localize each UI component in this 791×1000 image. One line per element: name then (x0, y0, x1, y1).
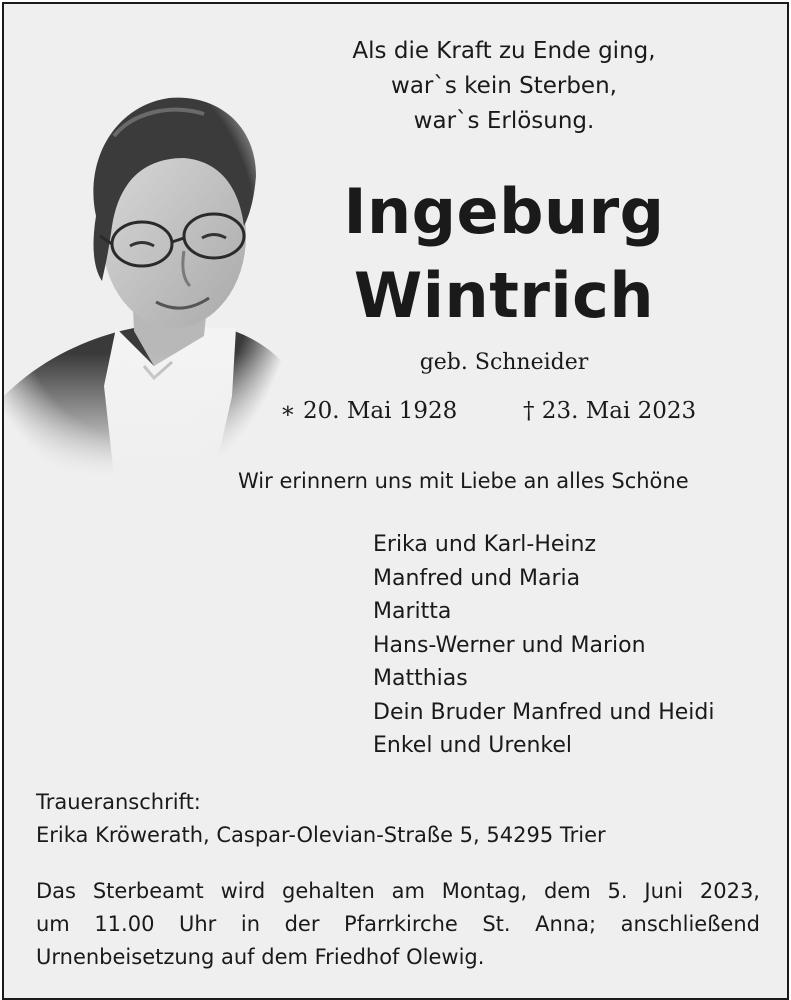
poem-line: war`s kein Sterben, (391, 73, 617, 99)
family-member: Erika und Karl-Heinz (373, 532, 597, 557)
family-list (373, 528, 714, 763)
birth-date: ∗ 20. Mai 1928 (280, 398, 458, 424)
first-name: Ingeburg (343, 175, 665, 248)
service-line: Das Sterbeamt wird gehalten am Montag, dem 5. Juni 2023, (36, 879, 760, 903)
memory-line: Wir erinnern uns mit Liebe an alles Schöne (238, 469, 689, 493)
last-name: Wintrich (353, 259, 655, 332)
family-member: Dein Bruder Manfred und Heidi (373, 699, 715, 725)
death-date: † 23. Mai 2023 (523, 398, 697, 424)
poem-line: war`s Erlösung. (413, 108, 595, 134)
poem-line: Als die Kraft zu Ende ging, (352, 38, 656, 64)
portrait-photo (4, 66, 286, 476)
deceased-name (304, 170, 704, 338)
family-member: Maritta (373, 599, 452, 624)
obituary-card (2, 2, 789, 1000)
maiden-name: geb. Schneider (419, 350, 589, 375)
poem (304, 34, 704, 139)
address-label: Traueranschrift: (36, 790, 201, 814)
service-line: um 11.00 Uhr in der Pfarrkirche St. Anna; anschließend (36, 912, 760, 936)
address-value: Erika Kröwerath, Caspar-Olevian-Straße 5, 54295 Trier (36, 823, 606, 847)
mourning-address (36, 786, 606, 852)
family-member: Manfred und Maria (373, 565, 581, 591)
funeral-service-info (36, 875, 760, 974)
service-line: Urnenbeisetzung auf dem Friedhof Olewig. (36, 945, 485, 969)
family-member: Hans-Werner und Marion (373, 632, 646, 658)
family-member: Enkel und Urenkel (373, 733, 573, 758)
family-member: Matthias (373, 666, 468, 691)
